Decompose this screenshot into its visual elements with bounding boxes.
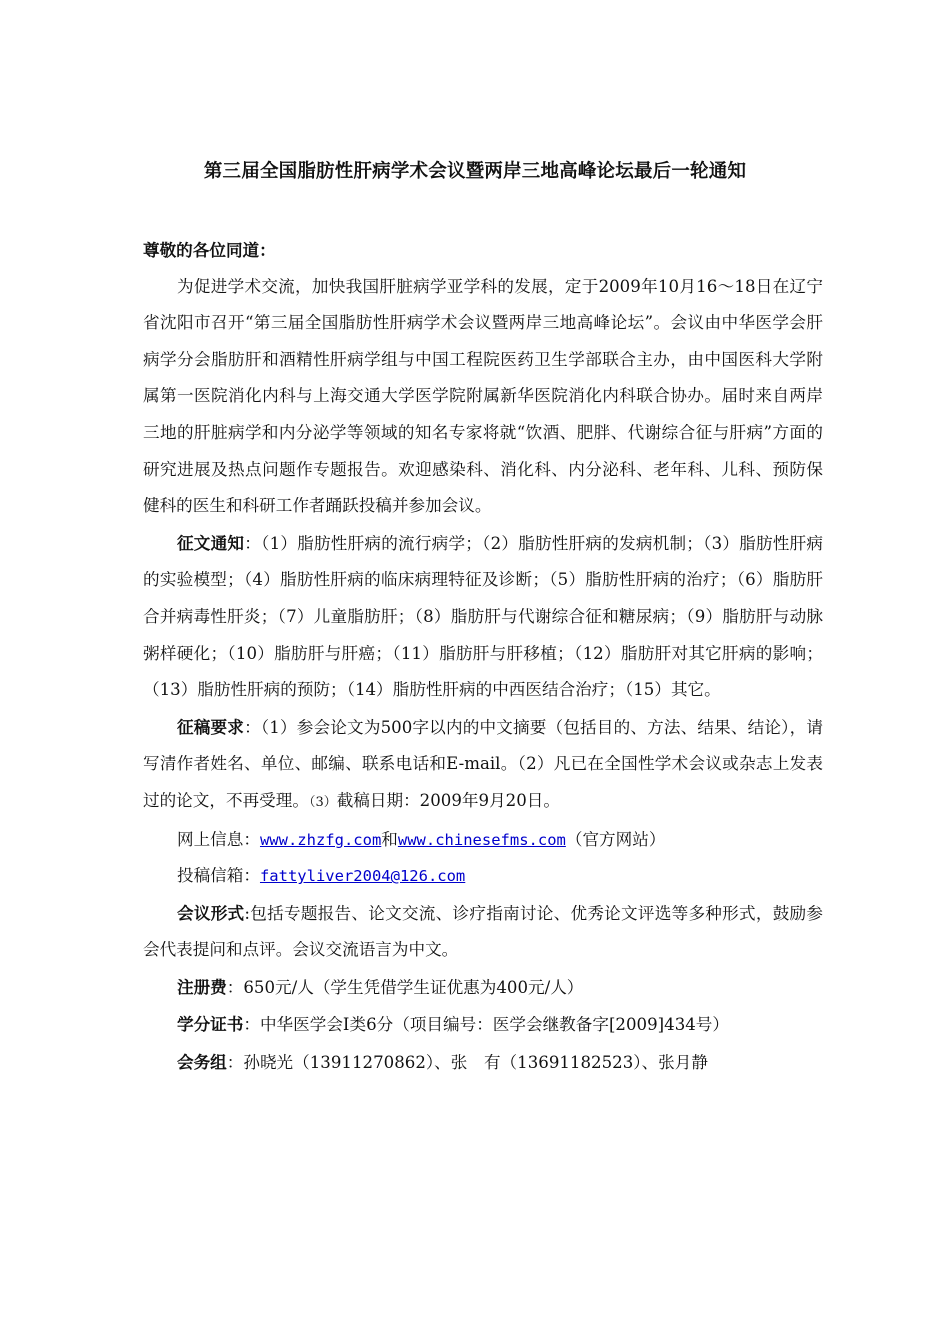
format-text: :包括专题报告、论文交流、诊疗指南讨论、优秀论文评选等多种形式，鼓励参会代表提问和点评。会议交流语言为中文。 bbox=[143, 903, 824, 960]
website-link-chinesefms[interactable]: www.chinesefms.com bbox=[397, 830, 566, 849]
website-link-zhzfg[interactable]: www.zhzfg.com bbox=[259, 830, 382, 849]
deadline-text: 截稿日期：2009年9月20日。 bbox=[336, 790, 560, 810]
credit-label: 学分证书 bbox=[177, 1014, 244, 1035]
secretariat-text: ：孙晓光（13911270862）、张 有（13691182523）、张月静 bbox=[226, 1053, 708, 1073]
fee-text: ：650元/人（学生凭借学生证优惠为400元/人） bbox=[226, 977, 584, 997]
format-paragraph bbox=[143, 895, 823, 969]
secretariat-paragraph bbox=[143, 1044, 823, 1082]
online-info-suffix: （官方网站） bbox=[565, 829, 666, 849]
format-label: 会议形式 bbox=[177, 902, 245, 923]
online-info-conj: 和 bbox=[381, 829, 398, 849]
fee-paragraph bbox=[143, 969, 823, 1007]
credit-text: ：中华医学会Ⅰ类6分（项目编号：医学会继教备字[2009]434号） bbox=[243, 1015, 729, 1035]
document-title: 第三届全国脂肪性肝病学术会议暨两岸三地高峰论坛最后一轮通知 bbox=[203, 161, 747, 182]
submission-requirements-text: ：（1）参会论文为500字以内的中文摘要（包括目的、方法、结果、结论），请写清作者姓名、单位、邮编、联系电话和E-mail。（2）凡已在全国性学术会议或杂志上发表过的论文，不再受理。 bbox=[143, 717, 824, 810]
call-for-papers-label: 征文通知 bbox=[177, 532, 245, 553]
email-link[interactable]: fattyliver2004@126.com bbox=[259, 867, 466, 886]
salutation: 尊敬的各位同道： bbox=[143, 240, 276, 260]
mailbox-paragraph bbox=[143, 858, 823, 895]
deadline-prefix: （3） bbox=[308, 794, 337, 810]
online-info-label: 网上信息： bbox=[177, 829, 260, 849]
call-for-papers-paragraph bbox=[143, 525, 823, 709]
mailbox-label: 投稿信箱： bbox=[177, 866, 260, 886]
call-for-papers-text: ：（1）脂肪性肝病的流行病学；（2）脂肪性肝病的发病机制；（3）脂肪性肝病的实验模型；（4）脂肪性肝病的临床病理特征及诊断；（5）脂肪性肝病的治疗；（6）脂肪肝合并病毒性肝炎；（7）儿童脂肪肝；（8）脂肪肝与代谢综合征和糖尿病；（9）脂肪肝与动脉粥样硬化；（10）脂肪肝与肝癌；（11）脂肪肝与肝移植；（12）脂肪肝对其它肝病的影响；（13）脂肪性肝病的预防；（14）脂肪性肝病的中西医结合治疗；（15）其它。 bbox=[143, 533, 823, 700]
intro-paragraph: 为促进学术交流，加快我国肝脏病学亚学科的发展，定于2009年10月16～18日在辽宁省沈阳市召开“第三届全国脂肪性肝病学术会议暨两岸三地高峰论坛”。会议由中华医学会肝病学分会脂肪肝和酒精性肝病学组与中国工程院医药卫生学部联合主办，由中国医科大学附属第一医院消化内科与上海交通大学医学院附属新华医院消化内科联合协办。届时来自两岸三地的肝脏病学和内分泌学等领域的知名专家将就“饮酒、肥胖、代谢综合征与肝病”方面的研究进展及热点问题作专题报告。欢迎感染科、消化科、内分泌科、老年科、儿科、预防保健科的医生和科研工作者踊跃投稿并参加会议。 bbox=[143, 276, 823, 516]
fee-label: 注册费 bbox=[177, 976, 227, 997]
secretariat-label: 会务组 bbox=[177, 1052, 227, 1073]
credit-paragraph bbox=[143, 1006, 823, 1044]
submission-requirements-label: 征稿要求 bbox=[177, 716, 245, 737]
document-body bbox=[143, 232, 823, 1082]
online-info-paragraph bbox=[143, 822, 823, 859]
submission-requirements-paragraph bbox=[143, 709, 823, 822]
